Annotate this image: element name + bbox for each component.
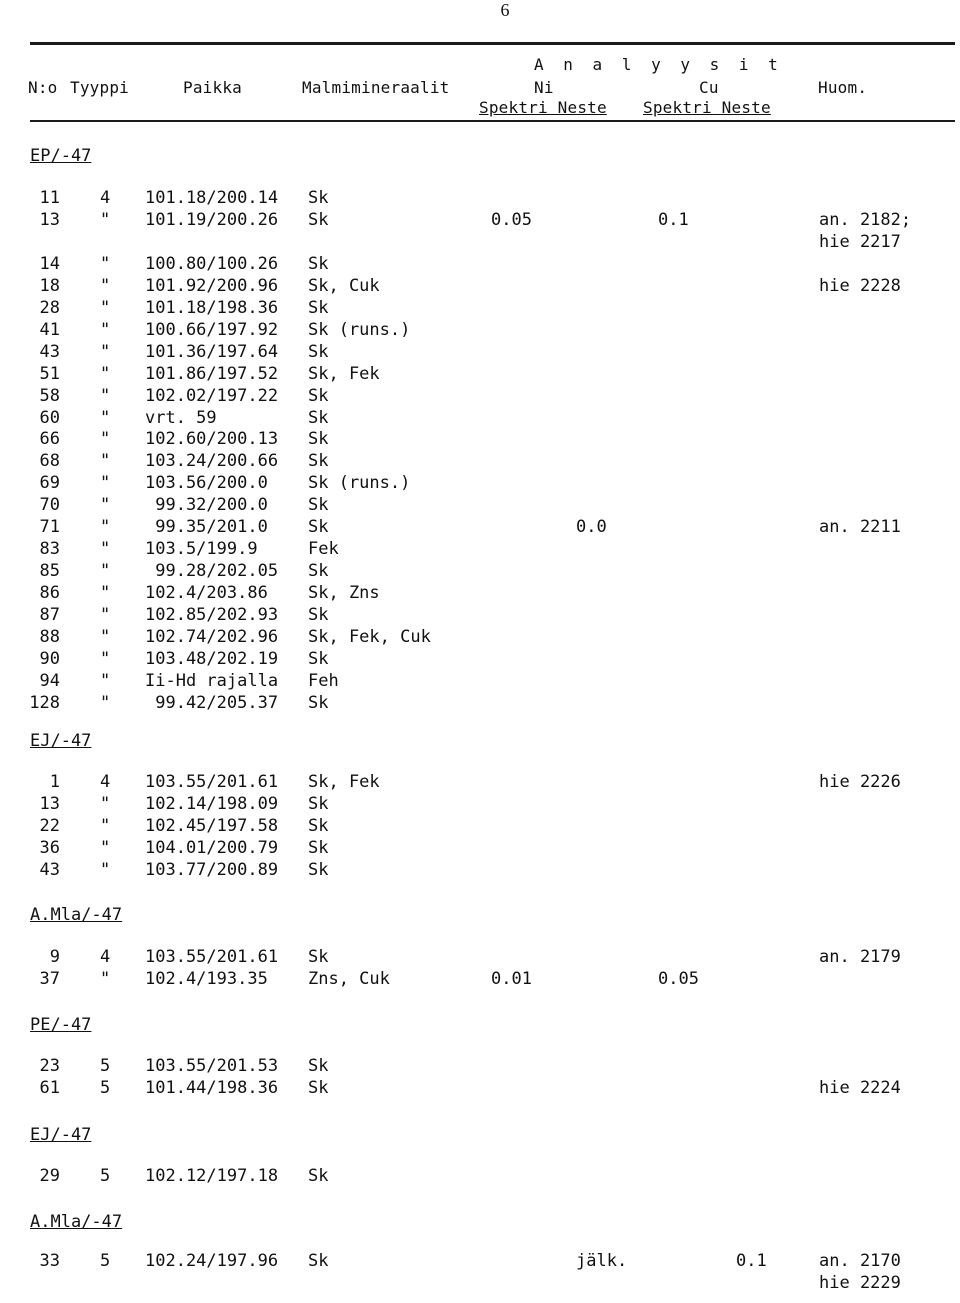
- table-row: [0, 692, 960, 714]
- row-remark: hie 2229: [819, 1272, 901, 1293]
- row-minerals: Sk: [308, 947, 329, 967]
- row-number: 18: [39, 275, 60, 296]
- row-minerals: Sk: [308, 859, 329, 880]
- row-location: 103.5/199.9: [145, 539, 258, 560]
- row-location: 101.36/197.64: [145, 341, 279, 362]
- row-location: 99.28/202.05: [145, 561, 279, 582]
- row-minerals: Sk: [308, 341, 329, 362]
- table-row: [0, 648, 960, 670]
- row-minerals: Sk: [308, 209, 329, 230]
- header-rule: [30, 120, 955, 122]
- row-number: 11: [39, 188, 60, 208]
- section-title: PE/-47: [30, 1015, 92, 1035]
- row-minerals: Sk: [308, 517, 329, 538]
- row-number: 43: [39, 341, 60, 362]
- table-row: [0, 341, 960, 363]
- row-minerals: Sk: [308, 188, 329, 208]
- row-type: ": [100, 605, 111, 626]
- row-type: ": [100, 968, 111, 989]
- row-number: 9: [49, 947, 60, 967]
- row-minerals: Sk, Fek, Cuk: [308, 627, 431, 647]
- row-type: ": [100, 539, 111, 560]
- table-row: [0, 1250, 960, 1272]
- row-type: ": [100, 495, 111, 516]
- row-minerals: Sk: [308, 1251, 329, 1271]
- row-minerals: Sk, Fek: [308, 772, 380, 792]
- row-location: 103.55/201.61: [145, 947, 279, 967]
- row-minerals: Sk: [308, 407, 329, 428]
- row-location: 102.85/202.93: [145, 605, 279, 626]
- header-spektri-neste-cu: Spektri Neste: [643, 98, 771, 117]
- section-title: EJ/-47: [30, 731, 92, 751]
- row-minerals: Sk: [308, 815, 329, 836]
- table-row: [0, 450, 960, 472]
- row-remark: hie 2217: [819, 231, 901, 252]
- row-location: 103.24/200.66: [145, 451, 279, 472]
- table-row: [0, 582, 960, 604]
- table-row: [0, 297, 960, 319]
- table-row: [0, 793, 960, 815]
- row-number: 85: [39, 561, 60, 582]
- row-type: ": [100, 297, 111, 318]
- header-tyyppi: Tyyppi: [70, 78, 129, 97]
- header-ni: Ni: [534, 78, 554, 97]
- row-minerals: Sk: [308, 561, 329, 582]
- header-huom: Huom.: [818, 78, 868, 97]
- row-minerals: Fek: [308, 539, 339, 560]
- row-ni-neste: 0.0: [576, 517, 607, 538]
- header-analyysit: A n a l y y s i t: [534, 55, 783, 74]
- row-remark: hie 2226: [819, 772, 901, 792]
- table-row: [0, 494, 960, 516]
- row-number: 66: [39, 429, 60, 450]
- row-number: 51: [39, 363, 60, 384]
- top-rule: [30, 42, 955, 45]
- table-row: [0, 560, 960, 582]
- row-location: 102.60/200.13: [145, 429, 279, 450]
- row-minerals: Feh: [308, 670, 339, 691]
- row-remark: an. 2182;: [819, 209, 912, 230]
- row-location: Ii-Hd rajalla: [145, 670, 279, 691]
- row-location: 101.19/200.26: [145, 209, 279, 230]
- section-title: A.Mla/-47: [30, 905, 123, 925]
- row-number: 90: [39, 648, 60, 669]
- row-type: 5: [100, 1166, 111, 1186]
- row-type: 5: [100, 1251, 111, 1271]
- row-number: 14: [39, 253, 60, 274]
- row-location: 103.56/200.0: [145, 473, 268, 494]
- row-type: ": [100, 561, 111, 582]
- row-minerals: Sk: [308, 605, 329, 626]
- table-row: [0, 968, 960, 990]
- row-minerals: Sk: [308, 648, 329, 669]
- row-remark: an. 2179: [819, 947, 901, 967]
- row-ni-spektri: 0.01: [491, 968, 532, 989]
- row-type: ": [100, 385, 111, 406]
- row-minerals: Sk: [308, 837, 329, 858]
- row-number: 71: [39, 517, 60, 538]
- table-row: [0, 385, 960, 407]
- row-cu-spektri: 0.1: [658, 209, 689, 230]
- row-location: 102.45/197.58: [145, 815, 279, 836]
- row-location: 100.80/100.26: [145, 253, 279, 274]
- row-number: 60: [39, 407, 60, 428]
- row-type: ": [100, 648, 111, 669]
- row-type: ": [100, 859, 111, 880]
- section-title: EJ/-47: [30, 1125, 92, 1145]
- row-ni-neste: jälk.: [576, 1251, 628, 1271]
- row-location: 102.74/202.96: [145, 627, 279, 647]
- table-row: [0, 626, 960, 648]
- row-type: 4: [100, 772, 111, 792]
- table-row: [0, 428, 960, 450]
- row-number: 41: [39, 319, 60, 340]
- table-row: [0, 363, 960, 385]
- row-number: 1: [49, 772, 60, 792]
- row-type: ": [100, 473, 111, 494]
- row-number: 94: [39, 670, 60, 691]
- row-type: ": [100, 837, 111, 858]
- row-minerals: Sk, Cuk: [308, 275, 380, 296]
- row-location: 99.42/205.37: [145, 692, 279, 713]
- row-number: 88: [39, 627, 60, 647]
- row-type: ": [100, 253, 111, 274]
- page-number: 6: [500, 0, 510, 20]
- table-row: [0, 187, 960, 209]
- table-row: [0, 815, 960, 837]
- table-row: [0, 1055, 960, 1077]
- row-number: 43: [39, 859, 60, 880]
- row-ni-spektri: 0.05: [491, 209, 532, 230]
- row-number: 87: [39, 605, 60, 626]
- header-no: N:o: [28, 78, 58, 97]
- table-row: [0, 209, 960, 231]
- section-title: EP/-47: [30, 146, 92, 166]
- row-location: 100.66/197.92: [145, 319, 279, 340]
- row-cu-neste: 0.1: [736, 1251, 767, 1271]
- row-number: 70: [39, 495, 60, 516]
- table-row: [0, 407, 960, 429]
- row-number: 83: [39, 539, 60, 560]
- row-remark: an. 2211: [819, 517, 901, 538]
- row-number: 58: [39, 385, 60, 406]
- row-number: 69: [39, 473, 60, 494]
- row-number: 29: [39, 1166, 60, 1186]
- row-minerals: Sk: [308, 297, 329, 318]
- table-row: [0, 253, 960, 275]
- row-remark: hie 2224: [819, 1077, 901, 1098]
- row-type: ": [100, 583, 111, 604]
- row-minerals: Sk: [308, 1077, 329, 1098]
- row-minerals: Sk: [308, 793, 329, 814]
- row-type: 4: [100, 188, 111, 208]
- table-row: [0, 275, 960, 297]
- row-type: ": [100, 815, 111, 836]
- table-row: [0, 319, 960, 341]
- row-type: ": [100, 209, 111, 230]
- row-location: 101.92/200.96: [145, 275, 279, 296]
- row-location: 102.24/197.96: [145, 1251, 279, 1271]
- row-remark: hie 2228: [819, 275, 901, 296]
- row-remark: an. 2170: [819, 1251, 901, 1271]
- row-location: 102.4/193.35: [145, 968, 268, 989]
- table-row: [0, 859, 960, 881]
- row-location: 101.44/198.36: [145, 1077, 279, 1098]
- row-minerals: Sk (runs.): [308, 319, 411, 340]
- row-number: 22: [39, 815, 60, 836]
- row-location: vrt. 59: [145, 407, 217, 428]
- row-minerals: Sk: [308, 495, 329, 516]
- table-row: [0, 771, 960, 793]
- row-location: 99.32/200.0: [145, 495, 268, 516]
- row-number: 23: [39, 1056, 60, 1076]
- row-location: 102.4/203.86: [145, 583, 268, 604]
- row-location: 102.14/198.09: [145, 793, 279, 814]
- row-minerals: Sk: [308, 692, 329, 713]
- table-row: [0, 472, 960, 494]
- row-number: 61: [39, 1077, 60, 1098]
- row-number: 36: [39, 837, 60, 858]
- row-type: ": [100, 275, 111, 296]
- row-type: ": [100, 692, 111, 713]
- row-location: 101.18/200.14: [145, 188, 279, 208]
- header-cu: Cu: [699, 78, 719, 97]
- row-minerals: Sk (runs.): [308, 473, 411, 494]
- row-type: ": [100, 627, 111, 647]
- row-location: 103.55/201.53: [145, 1056, 279, 1076]
- row-minerals: Sk: [308, 429, 329, 450]
- table-row: [0, 670, 960, 692]
- row-location: 104.01/200.79: [145, 837, 279, 858]
- row-type: ": [100, 407, 111, 428]
- row-minerals: Sk: [308, 1056, 329, 1076]
- row-location: 99.35/201.0: [145, 517, 268, 538]
- row-type: 4: [100, 947, 111, 967]
- table-row: [0, 1077, 960, 1099]
- header-spektri-neste-ni: Spektri Neste: [479, 98, 607, 117]
- row-type: 5: [100, 1056, 111, 1076]
- row-minerals: Sk: [308, 451, 329, 472]
- row-location: 101.18/198.36: [145, 297, 279, 318]
- table-row: [0, 1165, 960, 1187]
- row-number: 13: [39, 209, 60, 230]
- header-paikka: Paikka: [183, 78, 242, 97]
- row-type: ": [100, 319, 111, 340]
- section-title: A.Mla/-47: [30, 1212, 123, 1232]
- row-minerals: Sk: [308, 1166, 329, 1186]
- row-minerals: Sk: [308, 385, 329, 406]
- row-location: 103.55/201.61: [145, 772, 279, 792]
- row-minerals: Zns, Cuk: [308, 968, 390, 989]
- row-type: ": [100, 429, 111, 450]
- row-location: 103.77/200.89: [145, 859, 279, 880]
- row-location: 102.02/197.22: [145, 385, 279, 406]
- row-cu-spektri: 0.05: [658, 968, 699, 989]
- header-malmimineraalit: Malmimineraalit: [302, 78, 450, 97]
- row-location: 103.48/202.19: [145, 648, 279, 669]
- row-type: ": [100, 517, 111, 538]
- row-number: 37: [39, 968, 60, 989]
- row-number: 86: [39, 583, 60, 604]
- table-row: [0, 604, 960, 626]
- row-minerals: Sk, Zns: [308, 583, 380, 604]
- row-number: 33: [39, 1251, 60, 1271]
- row-number: 128: [29, 692, 60, 713]
- row-number: 13: [39, 793, 60, 814]
- row-type: ": [100, 363, 111, 384]
- table-row: [0, 837, 960, 859]
- row-location: 102.12/197.18: [145, 1166, 279, 1186]
- row-location: 101.86/197.52: [145, 363, 279, 384]
- row-type: ": [100, 793, 111, 814]
- row-number: 68: [39, 451, 60, 472]
- row-type: ": [100, 670, 111, 691]
- table-row: [0, 538, 960, 560]
- row-number: 28: [39, 297, 60, 318]
- table-row: [0, 516, 960, 538]
- row-minerals: Sk, Fek: [308, 363, 380, 384]
- table-row: [0, 231, 960, 253]
- row-type: ": [100, 451, 111, 472]
- row-type: ": [100, 341, 111, 362]
- table-row: [0, 1272, 960, 1294]
- row-minerals: Sk: [308, 253, 329, 274]
- row-type: 5: [100, 1077, 111, 1098]
- table-row: [0, 946, 960, 968]
